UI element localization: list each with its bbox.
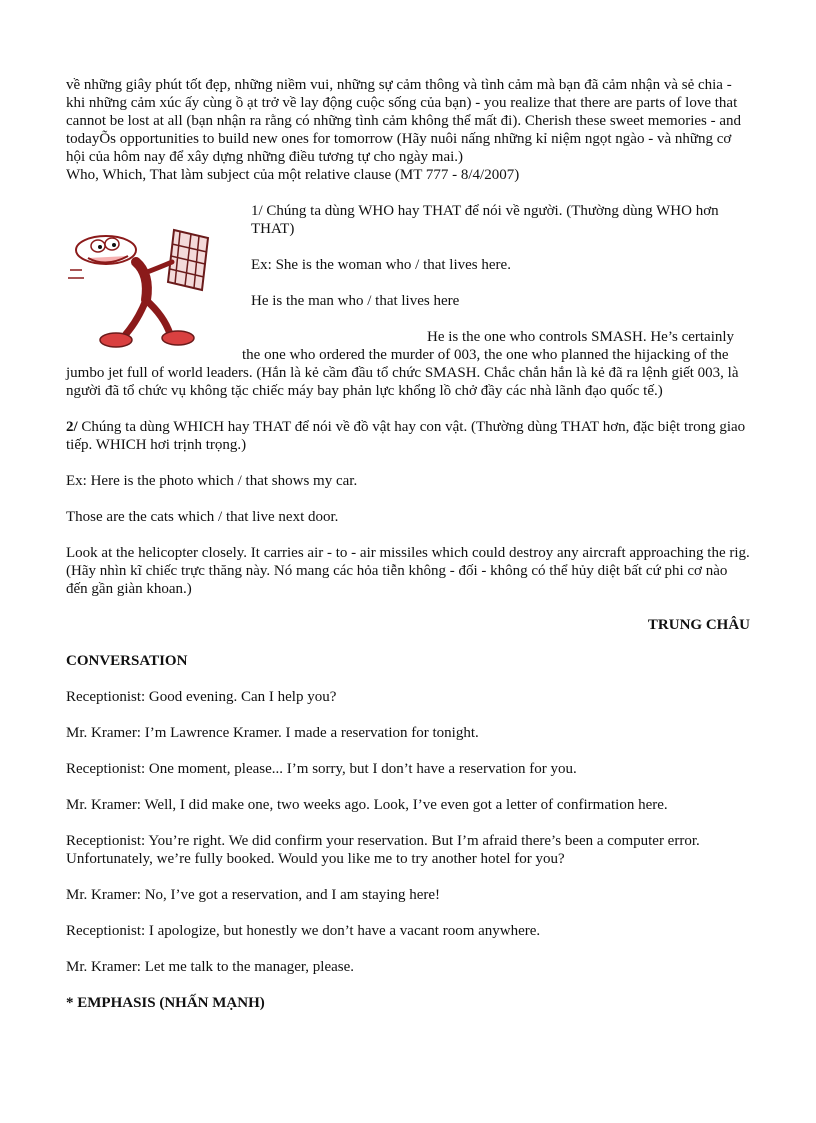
rule1-example-3: He is the one who controls SMASH. He’s certainly the one who ordered the murder of 003, the one who planned the hijacking of the jumbo jet full of world leaders. (Hắn là kẻ cầm đầu tổ chức SMASH. Chắc chắn hắn là kẻ đã ra lệnh giết 003, là người đã tổ chức vụ không tặc chiếc máy bay phản lực khổng lồ chở đầy các nhà lãnh đạo quốc tế.) <box>66 329 739 399</box>
conversation-line: Receptionist: You’re right. We did confirm your reservation. But I’m afraid there’s been a computer error. Unfortunately, we’re fully booked. Would you like me to try another hotel for you? <box>66 833 700 867</box>
conversation-line: Mr. Kramer: No, I’ve got a reservation, and I am staying here! <box>66 887 441 903</box>
document-page <box>66 76 750 1012</box>
conversation-line: Mr. Kramer: Well, I did make one, two weeks ago. Look, I’ve even got a letter of confirmation here. <box>66 797 668 813</box>
rule2-heading-text: Chúng ta dùng WHICH hay THAT để nói về đồ vật hay con vật. (Thường dùng THAT hơn, đặc biệt trong giao tiếp. WHICH hơi trịnh trọng.) <box>66 419 746 453</box>
rule2-example-3: Look at the helicopter closely. It carries air - to - air missiles which could destroy any aircraft approaching the rig. (Hãy nhìn kĩ chiếc trực thăng này. Nó mang các hỏa tiễn không - đối - không có thể hủy diệt bất cứ phi cơ nào đến gần giàn khoan.) <box>66 545 750 597</box>
conversation-line: Receptionist: One moment, please... I’m sorry, but I don’t have a reservation for you. <box>66 761 577 777</box>
cartoon-running-man-with-window-icon <box>66 222 226 362</box>
conversation-line: Mr. Kramer: I’m Lawrence Kramer. I made a reservation for tonight. <box>66 725 479 741</box>
author-signature: TRUNG CHÂU <box>647 617 750 633</box>
intro-paragraph: về những giây phút tốt đẹp, những niềm vui, những sự cảm thông và tình cảm mà bạn đã cảm nhận và sẻ chia - khi những cảm xúc ấy cùng ồ ạt trở về lay động cuộc sống của bạn) - you realize that there are parts of love that cannot be lost at all (bạn nhận ra rằng có những tình cảm không thể mất đi). Cherish these sweet memories - and todayÕs opportunities to build new ones for tomorrow (Hãy nuôi nấng những kỉ niệm ngọt ngào - và những cơ hội của hôm nay để xây dựng những điều tương tự cho ngày mai.) <box>66 77 742 165</box>
conversation-heading: CONVERSATION <box>66 653 188 669</box>
rule2-example-2: Those are the cats which / that live next door. <box>66 509 339 525</box>
emphasis-heading: * EMPHASIS (NHẤN MẠNH) <box>66 995 265 1011</box>
rule2-number: 2/ <box>66 419 78 435</box>
rule1-example-1: Ex: She is the woman who / that lives here. <box>251 257 511 273</box>
conversation-line: Mr. Kramer: Let me talk to the manager, please. <box>66 959 355 975</box>
conversation-line: Receptionist: Good evening. Can I help you? <box>66 689 337 705</box>
section-title: Who, Which, That làm subject của một relative clause (MT 777 - 8/4/2007) <box>66 167 520 183</box>
rule2-block <box>66 400 750 598</box>
rule1-example-2: He is the man who / that lives here <box>251 293 460 309</box>
rule2-example-1: Ex: Here is the photo which / that shows my car. <box>66 473 358 489</box>
conversation-lines <box>66 688 750 976</box>
rule2-heading <box>66 418 750 454</box>
conversation-line: Receptionist: I apologize, but honestly we don’t have a vacant room anywhere. <box>66 923 541 939</box>
rule1-block <box>66 202 750 400</box>
rule1-heading: 1/ Chúng ta dùng WHO hay THAT để nói về người. (Thường dùng WHO hơn THAT) <box>251 203 719 237</box>
